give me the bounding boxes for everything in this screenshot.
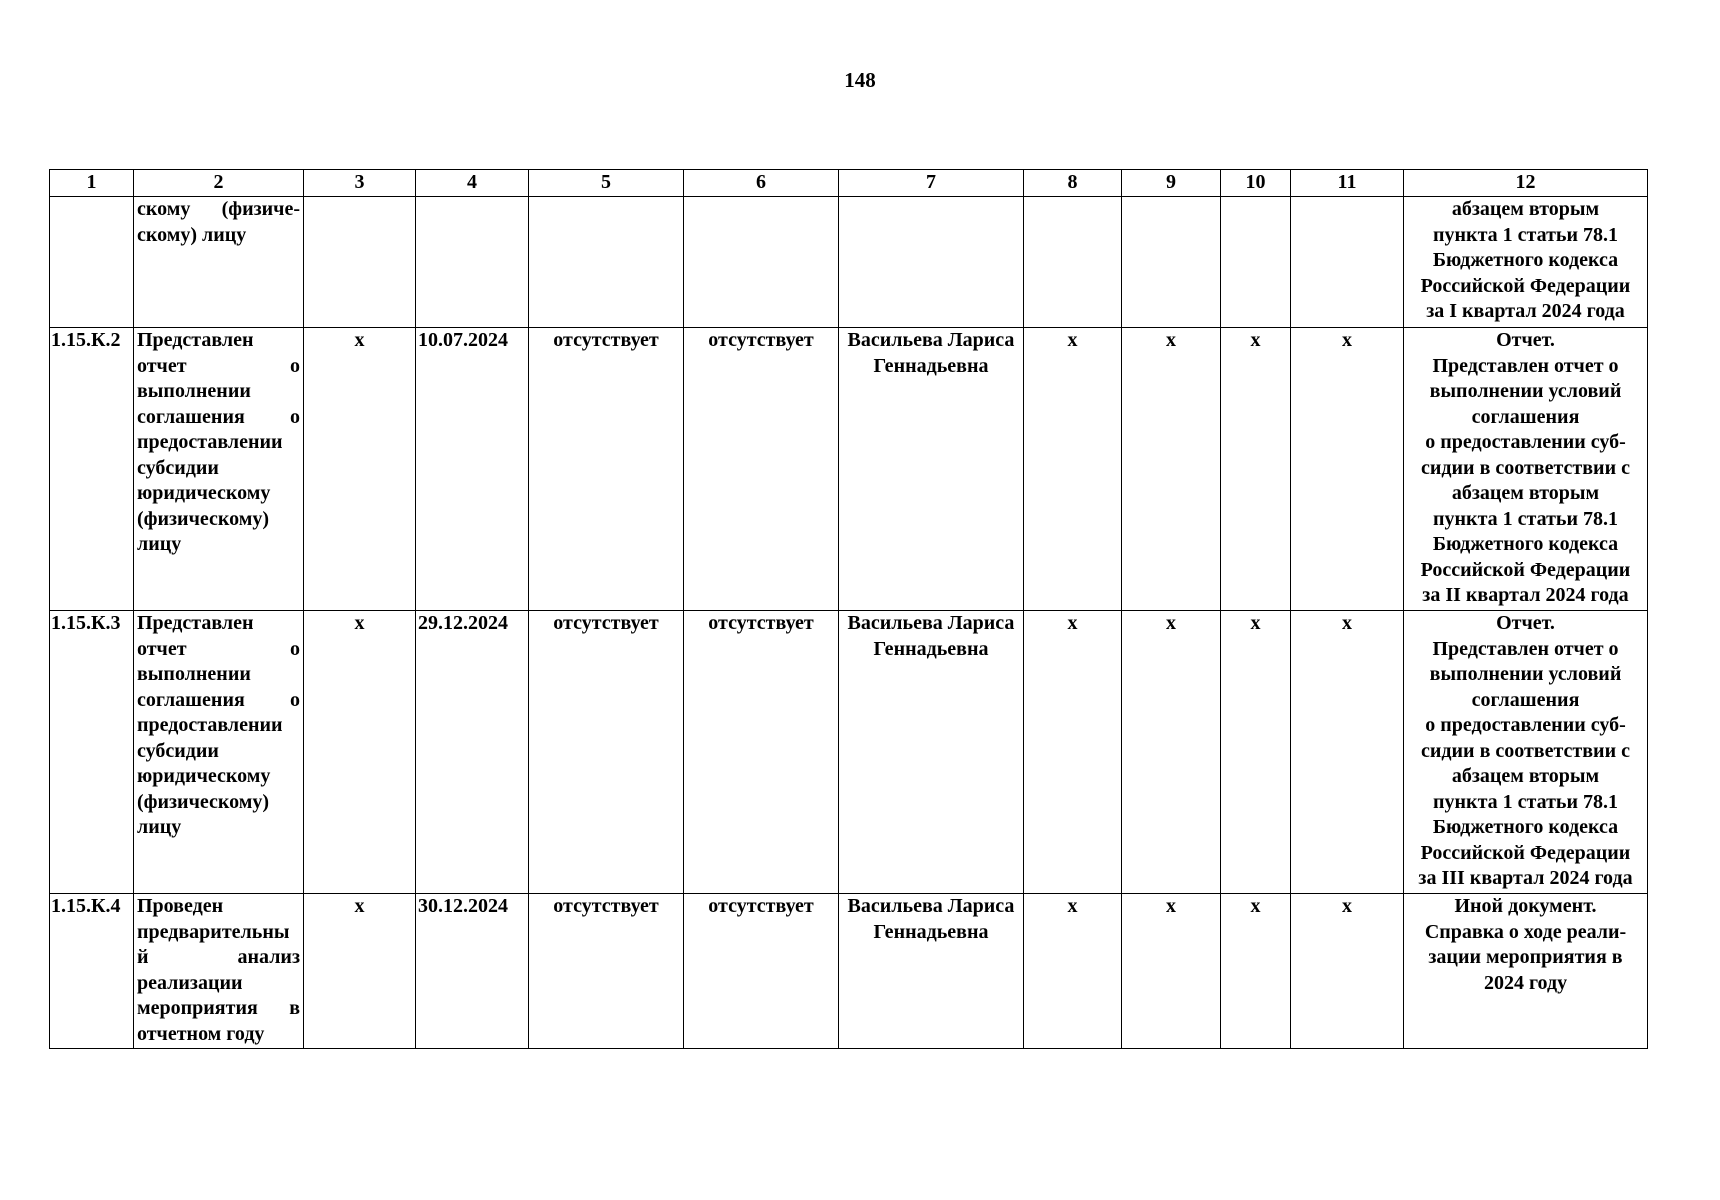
result-line: Иной документ. xyxy=(1454,895,1597,917)
cell-col10: х xyxy=(1221,611,1291,894)
result-line: Представлен отчет о xyxy=(1432,637,1619,660)
result-line: о предоставлении суб- xyxy=(1425,431,1626,453)
table-row xyxy=(50,894,1648,1049)
result-line: за II квартал 2024 года xyxy=(1422,584,1629,606)
row-code: 1.15.К.3 xyxy=(50,611,134,894)
result-line: Бюджетного кодекса xyxy=(1432,249,1619,271)
cell-col3: х xyxy=(304,328,416,611)
result-line: сидии в соответствии с xyxy=(1421,739,1630,762)
result-line: соглашения xyxy=(1471,688,1580,711)
cell-col5 xyxy=(529,197,684,328)
row-name: Проведен предварительный анализ реализации мероприятия в отчетном году xyxy=(134,894,304,1049)
result-line: Отчет. xyxy=(1496,329,1555,351)
row-code xyxy=(50,197,134,328)
cell-col10: х xyxy=(1221,328,1291,611)
row-code: 1.15.К.2 xyxy=(50,328,134,611)
cell-col8 xyxy=(1024,197,1122,328)
cell-col5: отсутствует xyxy=(529,894,684,1049)
column-header: 12 xyxy=(1404,170,1648,197)
cell-col9: х xyxy=(1122,894,1221,1049)
table-row xyxy=(50,328,1648,611)
cell-col3 xyxy=(304,197,416,328)
row-responsible: Васильева Лариса Геннадьевна xyxy=(839,328,1024,611)
cell-col9 xyxy=(1122,197,1221,328)
row-responsible: Васильева Лариса Геннадьевна xyxy=(839,611,1024,894)
row-responsible xyxy=(839,197,1024,328)
result-line: пункта 1 статьи 78.1 xyxy=(1433,223,1618,246)
row-result xyxy=(1404,328,1648,611)
result-line: выполнении условий xyxy=(1429,663,1622,685)
row-date: 10.07.2024 xyxy=(416,328,529,611)
row-date xyxy=(416,197,529,328)
column-header: 1 xyxy=(50,170,134,197)
cell-col6: отсутствует xyxy=(684,894,839,1049)
cell-col8: х xyxy=(1024,894,1122,1049)
cell-col11: х xyxy=(1291,328,1404,611)
result-line: абзацем вторым xyxy=(1451,765,1600,787)
result-line: 2024 году xyxy=(1483,971,1568,994)
table-row xyxy=(50,611,1648,894)
table-row xyxy=(50,197,1648,328)
result-line: соглашения xyxy=(1471,405,1580,428)
cell-col6 xyxy=(684,197,839,328)
row-result xyxy=(1404,894,1648,1049)
result-line: Бюджетного кодекса xyxy=(1432,533,1619,555)
column-header: 11 xyxy=(1291,170,1404,197)
activities-table xyxy=(49,169,1648,1049)
row-name: скому (физиче-скому) лицу xyxy=(134,197,304,328)
result-line: пункта 1 статьи 78.1 xyxy=(1433,790,1618,813)
column-header: 3 xyxy=(304,170,416,197)
column-header: 10 xyxy=(1221,170,1291,197)
column-header: 9 xyxy=(1122,170,1221,197)
column-header: 8 xyxy=(1024,170,1122,197)
cell-col5: отсутствует xyxy=(529,611,684,894)
row-result xyxy=(1404,197,1648,328)
row-name: Представлен отчет о выполнении соглашения о предоставлении субсидии юридическому (физическому) лицу xyxy=(134,328,304,611)
column-header: 7 xyxy=(839,170,1024,197)
column-header: 6 xyxy=(684,170,839,197)
result-line: Представлен отчет о xyxy=(1432,354,1619,377)
row-date: 30.12.2024 xyxy=(416,894,529,1049)
row-date: 29.12.2024 xyxy=(416,611,529,894)
result-line: за III квартал 2024 года xyxy=(1418,867,1633,889)
result-line: выполнении условий xyxy=(1429,380,1622,402)
page-number: 148 xyxy=(844,68,876,92)
result-line: Отчет. xyxy=(1496,612,1555,634)
row-name: Представлен отчет о выполнении соглашения о предоставлении субсидии юридическому (физическому) лицу xyxy=(134,611,304,894)
cell-col11 xyxy=(1291,197,1404,328)
result-line: за I квартал 2024 года xyxy=(1426,300,1625,322)
column-header: 2 xyxy=(134,170,304,197)
cell-col9: х xyxy=(1122,328,1221,611)
result-line: абзацем вторым xyxy=(1451,482,1600,504)
column-header: 5 xyxy=(529,170,684,197)
row-code: 1.15.К.4 xyxy=(50,894,134,1049)
result-line: о предоставлении суб- xyxy=(1425,714,1626,736)
result-line: зации мероприятия в xyxy=(1428,946,1623,968)
cell-col6: отсутствует xyxy=(684,611,839,894)
cell-col3: х xyxy=(304,611,416,894)
row-responsible: Васильева Лариса Геннадьевна xyxy=(839,894,1024,1049)
result-line: Бюджетного кодекса xyxy=(1432,816,1619,838)
cell-col6: отсутствует xyxy=(684,328,839,611)
column-header: 4 xyxy=(416,170,529,197)
cell-col5: отсутствует xyxy=(529,328,684,611)
result-line: Российской Федерации xyxy=(1420,274,1631,297)
cell-col8: х xyxy=(1024,328,1122,611)
result-line: Справка о ходе реали- xyxy=(1424,920,1627,943)
cell-col9: х xyxy=(1122,611,1221,894)
result-line: Российской Федерации xyxy=(1420,841,1631,864)
cell-col10: х xyxy=(1221,894,1291,1049)
row-result xyxy=(1404,611,1648,894)
result-line: пункта 1 статьи 78.1 xyxy=(1433,507,1618,530)
result-line: сидии в соответствии с xyxy=(1421,456,1630,479)
result-line: абзацем вторым xyxy=(1451,198,1600,220)
cell-col11: х xyxy=(1291,894,1404,1049)
table-header-row xyxy=(50,170,1648,197)
cell-col8: х xyxy=(1024,611,1122,894)
cell-col11: х xyxy=(1291,611,1404,894)
cell-col3: х xyxy=(304,894,416,1049)
result-line: Российской Федерации xyxy=(1420,558,1631,581)
cell-col10 xyxy=(1221,197,1291,328)
